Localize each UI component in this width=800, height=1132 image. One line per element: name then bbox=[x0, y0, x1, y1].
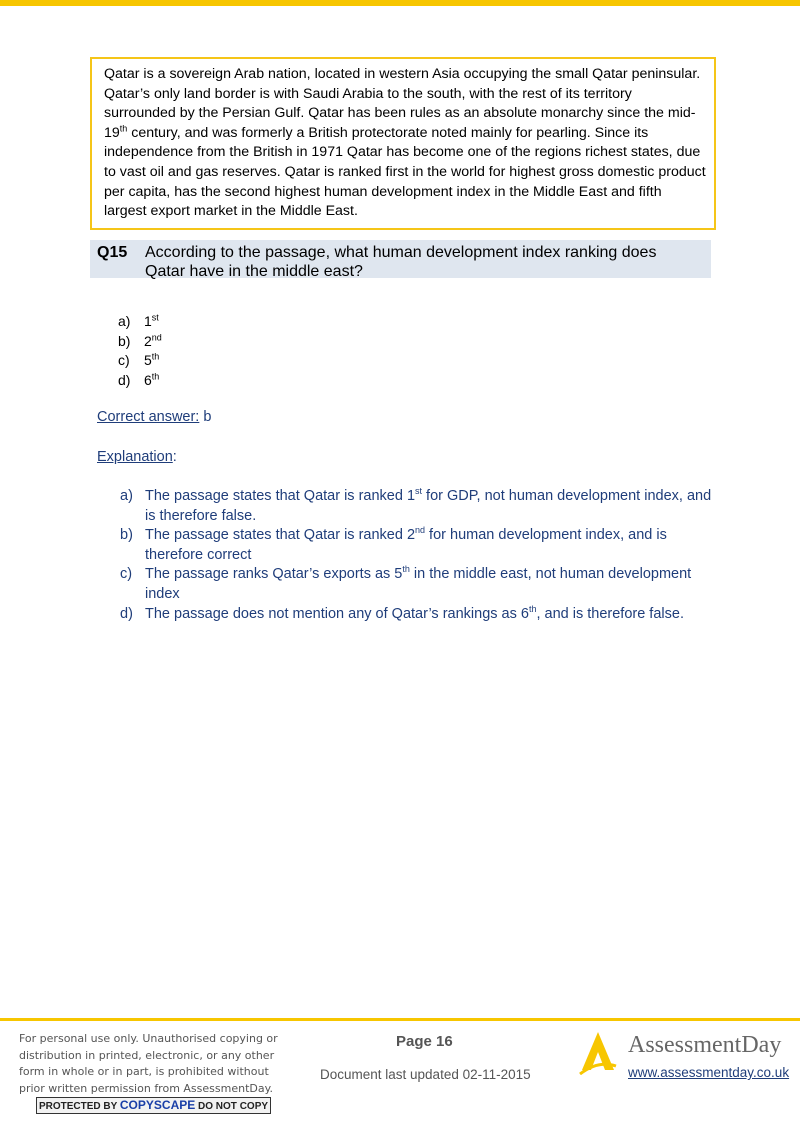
passage-text-2: century, and was formerly a British protectorate noted mainly for pearling. Since its independence from the British in 1971 Qatar has become one of the regions richest states, due to vast oil and gas reserves. Qatar is ranked first in the world for highest gross domestic product per capita, has the second highest human development index in the Middle East and fifth largest export market in the Middle East. bbox=[104, 124, 706, 220]
passage-box bbox=[90, 57, 716, 230]
option-value: 1st bbox=[144, 312, 159, 329]
correct-answer-label: Correct answer: bbox=[97, 409, 200, 425]
assessmentday-logo-icon bbox=[578, 1030, 618, 1075]
question-number: Q15 bbox=[97, 244, 128, 261]
option-letter: a) bbox=[118, 313, 131, 329]
explanation-label: Explanation bbox=[97, 449, 173, 465]
logo-text: AssessmentDay bbox=[628, 1032, 782, 1058]
explanation-item-b: b) The passage states that Qatar is ranked 2nd for human development index, and is therefore correct bbox=[120, 526, 720, 565]
page-number: Page 16 bbox=[396, 1033, 453, 1050]
document-updated-date: Document last updated 02-11-2015 bbox=[320, 1067, 531, 1082]
explanation-item-d: d) The passage does not mention any of Qatar’s rankings as 6th, and is therefore false. bbox=[120, 605, 720, 625]
passage-text-1: Qatar is a sovereign Arab nation, located in western Asia occupying the small Qatar peninsular. Qatar’s only land border is with Saudi Arabia to the south, with the rest of its territory surrounded by the Persian Gulf. Qatar has been rules as an absolute monarchy since the mid-19 bbox=[104, 66, 701, 141]
passage-sup: th bbox=[119, 123, 128, 134]
option-value: 2nd bbox=[144, 332, 162, 349]
option-c bbox=[118, 351, 162, 371]
explanation-text: The passage does not mention any of Qatar’s rankings as 6th, and is therefore false. bbox=[145, 603, 684, 622]
explanation-list bbox=[120, 487, 720, 624]
footer-accent-line bbox=[0, 1018, 800, 1021]
option-a bbox=[118, 312, 162, 332]
question-text: According to the passage, what human development index ranking does Qatar have in the middle east? bbox=[145, 244, 657, 280]
explanation-heading: Explanation: bbox=[97, 449, 177, 465]
option-value: 5th bbox=[144, 351, 160, 369]
explanation-item-a: a) The passage states that Qatar is ranked 1st for GDP, not human development index, and is therefore false. bbox=[120, 487, 720, 526]
explanation-text: The passage states that Qatar is ranked 1st for GDP, not human development index, and is therefore false. bbox=[145, 486, 712, 524]
explanation-text: The passage ranks Qatar’s exports as 5th in the middle east, not human development index bbox=[145, 564, 692, 602]
correct-answer-value: b bbox=[199, 409, 212, 425]
option-value: 6th bbox=[144, 371, 160, 389]
option-letter: d) bbox=[118, 372, 131, 389]
option-letter: b) bbox=[118, 332, 131, 349]
answer-options bbox=[118, 312, 162, 391]
option-d bbox=[118, 371, 162, 391]
top-accent-bar bbox=[0, 0, 800, 6]
copyscape-badge[interactable]: PROTECTED BY COPYSCAPE DO NOT COPY bbox=[36, 1097, 271, 1114]
option-letter: c) bbox=[118, 352, 130, 369]
question-bar bbox=[90, 240, 711, 278]
explanation-item-c: c) The passage ranks Qatar’s exports as 5th in the middle east, not human development index bbox=[120, 565, 720, 604]
option-b bbox=[118, 332, 162, 352]
explanation-text: The passage states that Qatar is ranked 2nd for human development index, and is therefore correct bbox=[145, 525, 667, 563]
correct-answer bbox=[97, 409, 211, 425]
website-link[interactable]: www.assessmentday.co.uk bbox=[628, 1065, 790, 1080]
footer-legal-notice: For personal use only. Unauthorised copying or distribution in printed, electronic, or any other form in whole or in part, is prohibited without prior written permission from AssessmentDay. bbox=[19, 1032, 278, 1095]
